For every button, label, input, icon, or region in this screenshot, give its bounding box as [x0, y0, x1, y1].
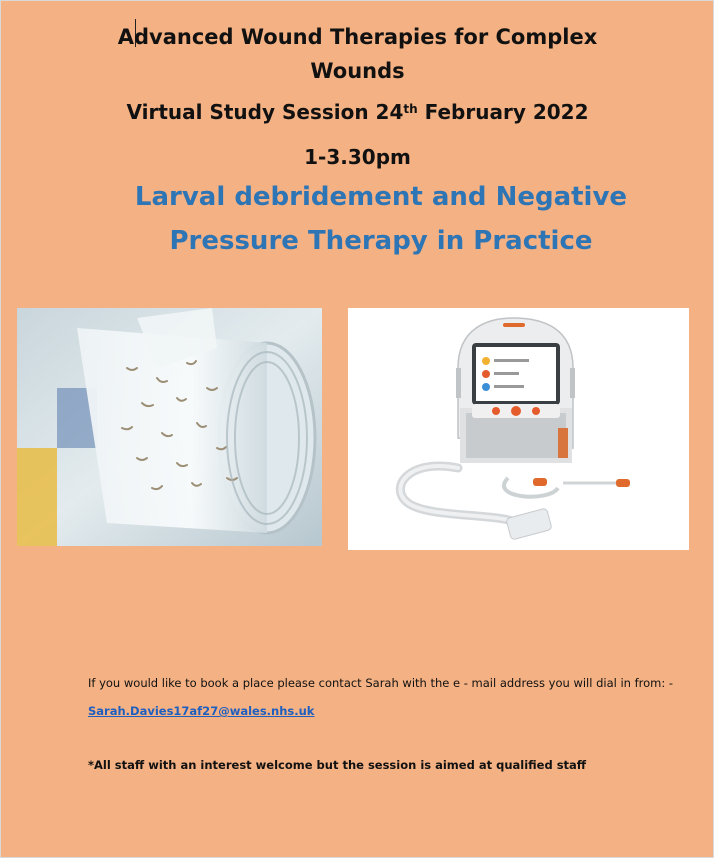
title-line-2: Wounds [310, 59, 405, 83]
booking-instructions: If you would like to book a place please contact Sarah with the e - mail address you will dial in from: - [88, 676, 674, 690]
document-title [101, 20, 614, 88]
session-topic [111, 175, 651, 263]
session-suffix: February 2022 [417, 100, 589, 124]
topic-line-1: Larval debridement and Negative [134, 182, 628, 212]
larval-therapy-image [17, 308, 322, 546]
contact-email-link[interactable]: Sarah.Davies17af27@wales.nhs.uk [88, 704, 315, 718]
negative-pressure-device-image [348, 308, 689, 550]
session-date [101, 97, 614, 127]
session-ordinal: th [403, 102, 418, 116]
session-prefix: Virtual Study Session 24 [126, 100, 404, 124]
session-time: 1-3.30pm [304, 145, 411, 169]
title-line-1: Advanced Wound Therapies for Complex [117, 25, 598, 49]
topic-line-2: Pressure Therapy in Practice [169, 226, 593, 256]
eligibility-note: *All staff with an interest welcome but the session is aimed at qualified staff [88, 758, 587, 772]
